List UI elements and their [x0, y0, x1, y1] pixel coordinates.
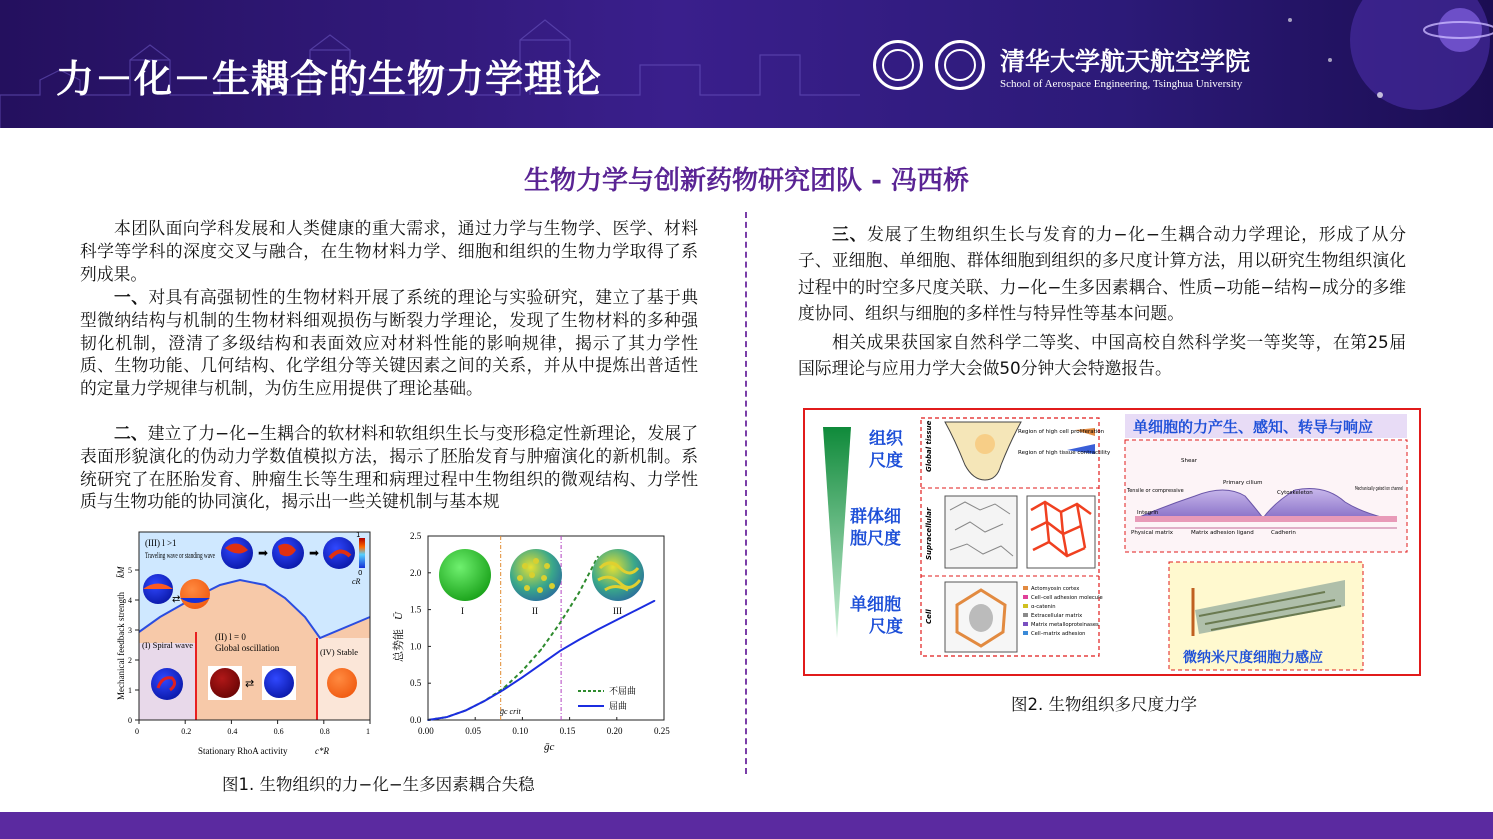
energy-x-tick-label: 0.00	[418, 726, 434, 736]
row-global: Global tissue	[925, 420, 933, 472]
matrix-layer	[1135, 516, 1397, 522]
region-three-desc: Traveling wave or standing wave	[145, 550, 216, 560]
figure-one-caption: 图1. 生物组织的力−化−生多因素耦合失稳	[222, 775, 535, 794]
cell-legend-item: Cell–matrix adhesion	[1031, 631, 1086, 637]
paragraph-one	[80, 286, 698, 400]
footer-bar	[0, 812, 1493, 839]
phase-y-tick-label: 0	[128, 716, 132, 725]
energy-y-label: 总势能	[392, 629, 405, 662]
phase-x-tick-label: 0	[135, 727, 139, 736]
cell-label-cytoskeleton: Cytoskeleton	[1277, 490, 1313, 496]
school-logo-icon	[935, 40, 985, 90]
paragraph-one-text: 对具有高强韧性的生物材料开展了系统的理论与实验研究，建立了基于典型微纳结构与机制的生物材料细观损伤与断裂力学理论，发现了生物材料的多种强韧化机制，澄清了多级结构和表面效应对材料性能的影响规律，揭示了其力学性质、生物功能、几何结构、化学组分等关键因素之间的关系，并从中提炼出普适性的定量力学规律与机制，为仿生应用提供了理论基础。	[80, 287, 698, 399]
sphere-smooth	[439, 549, 491, 601]
phase-x-tick-label: 0.8	[319, 727, 330, 736]
sphere-spiral	[151, 668, 183, 700]
sphere-oscillation-blue	[264, 668, 294, 698]
panel-title: 单细胞的力产生、感知、转导与响应	[1133, 418, 1374, 436]
phase-diagram	[116, 531, 370, 756]
phase-y-tick-label: 3	[128, 626, 132, 635]
energy-x-tick-label: 0.05	[465, 726, 481, 736]
colorbar-bottom: 0	[358, 569, 363, 577]
paragraph-two-lead: 二、	[114, 423, 148, 443]
row-supra: Supracellular	[925, 507, 933, 560]
paragraph-three-text: 发展了生物组织生长与发育的力−化−生耦合动力学理论，形成了从分子、亚细胞、单细胞、群体细胞到组织的多尺度计算方法，用以研究生物组织演化过程中的时空多尺度关联、力−化−生多因素耦合、性质−功能−结构−成分的多维度协同、组织与细胞的多样性与特异性等基本问题。	[798, 224, 1406, 323]
series-point	[635, 610, 637, 612]
energy-x-symbol: ḡc	[544, 741, 555, 753]
paragraph-three-lead: 三、	[832, 224, 868, 244]
cell-legend-item: Matrix metalloproteinases	[1031, 622, 1099, 628]
intro-text: 本团队面向学科发展和人类健康的重大需求，通过力学与生物学、医学、材料科学等学科的深度交叉与融合，在生物材料力学、细胞和组织的生物力学取得了系列成果。	[80, 218, 698, 284]
sphere-stable	[327, 668, 357, 698]
legend-buckled: 屈曲	[609, 702, 628, 712]
scale-tissue-line1: 组织	[869, 429, 903, 449]
phase-y-symbol: k̄M	[116, 566, 126, 578]
team-title: 生物力学与创新药物研究团队 - 冯西桥	[524, 166, 969, 196]
svg-text:⇄: ⇄	[245, 677, 255, 690]
page-title: 力－化－生耦合的生物力学理论	[56, 57, 603, 101]
header-banner	[0, 0, 1493, 128]
series-point	[559, 650, 561, 652]
cell-legend-item: Actomyosin cortex	[1031, 586, 1080, 592]
paragraph-two-text: 建立了力−化−生耦合的软材料和软组织生长与变形稳定性新理论，发展了表面形貌演化的伪动力学数值模拟方法，揭示了胚胎发育与肿瘤演化的新机制。系统研究了在胚胎发育、肿瘤生长等生理和病理过程中生物组织的微观结构、力学性质与生物功能的协同演化，揭示出一些关键机制与基本规	[80, 423, 698, 512]
series-point	[559, 622, 561, 624]
paragraph-two-clip	[80, 422, 698, 530]
region-two-label: (II) l = 0	[215, 632, 246, 642]
phase-x-ticks	[135, 720, 370, 736]
cell-label-integrin: Integrin	[1137, 510, 1159, 516]
region-two-desc: Global oscillation	[215, 643, 280, 653]
cell-legend-swatch	[1023, 631, 1028, 635]
cell-label-cilium: Primary cilium	[1223, 480, 1263, 486]
sphere-labyrinth	[592, 549, 644, 601]
intro-paragraph	[80, 217, 698, 285]
phase-y-tick-label: 5	[128, 566, 132, 575]
phase-x-tick-label: 0.2	[181, 727, 192, 736]
critical-label: ḡc crit	[500, 707, 521, 716]
series-point	[540, 649, 542, 651]
series-point	[503, 689, 505, 691]
inset-title: 微纳米尺度细胞力感应	[1183, 650, 1323, 666]
region-four-label: (IV) Stable	[320, 647, 359, 657]
scale-group-line2: 胞尺度	[850, 529, 901, 549]
svg-text:➡: ➡	[309, 546, 320, 560]
figure-two	[803, 408, 1421, 676]
series-point	[465, 710, 467, 712]
phase-y-tick-label: 2	[128, 656, 132, 665]
phase-x-symbol: c*R	[315, 746, 329, 756]
energy-y-tick-label: 1.5	[410, 604, 422, 615]
university-seal-icon	[873, 40, 923, 90]
figure-two-caption: 图2. 生物组织多尺度力学	[1011, 695, 1197, 714]
school-name-cn: 清华大学航天航空学院	[1000, 47, 1251, 76]
cell-label-tensile: Tensile or compressive	[1127, 488, 1184, 494]
cell-label-shear: Shear	[1181, 458, 1197, 464]
legend-high-contract: Region of high tissue contractility	[1018, 450, 1111, 456]
sphere-label-3: III	[613, 606, 622, 616]
cell-legend-swatch	[1023, 622, 1028, 626]
cell-legend-item: Cell–cell adhesion molecule	[1031, 595, 1103, 601]
legend-unbuckled: 不屈曲	[609, 687, 637, 697]
column-divider	[745, 212, 747, 774]
energy-x-tick-label: 0.10	[512, 726, 529, 736]
cell-legend-swatch	[1023, 613, 1028, 617]
scale-single-line1: 单细胞	[850, 595, 901, 615]
svg-text:⇄: ⇄	[172, 594, 181, 605]
sphere-label-2: II	[532, 606, 538, 616]
cell-legend-swatch	[1023, 595, 1028, 599]
energy-x-tick-label: 0.15	[559, 726, 576, 736]
phase-y-tick-label: 4	[128, 596, 132, 605]
phase-x-tick-label: 1	[366, 727, 370, 736]
energy-y-tick-label: 0.0	[410, 715, 422, 725]
school-name-en: School of Aerospace Engineering, Tsinghua University	[1000, 78, 1243, 90]
cell-label-ligand: Matrix adhesion ligand	[1191, 530, 1254, 536]
cell-label-matrix: Physical matrix	[1131, 530, 1174, 536]
series-point	[540, 663, 542, 665]
energy-y-tick-label: 1.0	[410, 641, 422, 652]
scale-single-line2: 尺度	[869, 617, 903, 637]
energy-y-tick-label: 2.0	[410, 567, 422, 578]
phase-y-label: Mechanical feedback strength	[116, 592, 126, 700]
series-point	[597, 556, 599, 558]
colorbar-top: 1	[356, 531, 361, 539]
phase-y-tick-label: 1	[128, 686, 132, 695]
row-cell: Cell	[925, 609, 933, 624]
figure-two-graphic	[805, 410, 1419, 674]
sphere-dimpled	[510, 549, 562, 601]
sphere-label-1: I	[461, 606, 464, 616]
series-point	[484, 700, 486, 702]
paragraph-one-lead: 一、	[114, 287, 149, 307]
sphere-standing-2	[180, 579, 210, 609]
series-point	[597, 629, 599, 631]
phase-x-tick-label: 0.6	[273, 727, 284, 736]
series-point	[578, 639, 580, 641]
cell-legend-item: Extracellular matrix	[1031, 613, 1083, 619]
colorbar-label: cR	[352, 577, 361, 586]
paragraph-four	[798, 329, 1406, 382]
cell-legend-swatch	[1023, 586, 1028, 590]
figure-one	[116, 528, 694, 768]
energy-x-tick-label: 0.25	[654, 726, 670, 736]
scale-group-line1: 群体细	[850, 507, 901, 527]
series-point	[616, 619, 618, 621]
scale-gradient-wedge	[823, 427, 851, 638]
phase-x-tick-label: 0.4	[227, 727, 238, 736]
energy-y-tick-label: 2.5	[410, 531, 422, 541]
paragraph-four-text: 相关成果获国家自然科学二等奖、中国高校自然科学奖一等奖等，在第25届国际理论与应用力学大会做50分钟大会特邀报告。	[798, 332, 1406, 379]
series-point	[654, 600, 656, 602]
series-point	[522, 670, 524, 672]
svg-text:➡: ➡	[258, 546, 269, 560]
energy-chart	[391, 531, 670, 753]
phase-x-label: Stationary RhoA activity	[198, 746, 288, 756]
paragraph-two	[80, 422, 698, 513]
cell-label-ion-channel: Mechanically gated ion channel	[1355, 486, 1403, 492]
sphere-oscillation-red	[210, 668, 240, 698]
legend-high-prolif: Region of high cell proliferation	[1018, 429, 1105, 435]
cell-legend	[1023, 586, 1103, 637]
region-three-label: (III) l >1	[145, 538, 177, 548]
energy-y-symbol: Ū	[393, 612, 405, 620]
region-one-label: (I) Spiral wave	[142, 640, 193, 650]
series-point	[522, 677, 524, 679]
energy-y-tick-label: 0.5	[410, 678, 422, 689]
colorbar	[359, 538, 365, 568]
cell-legend-item: α-catenin	[1031, 604, 1056, 610]
series-point	[578, 592, 580, 594]
paragraph-three	[798, 221, 1406, 326]
scale-tissue-line2: 尺度	[869, 451, 903, 471]
cell-legend-swatch	[1023, 604, 1028, 608]
energy-x-tick-label: 0.20	[606, 726, 623, 736]
cell-label-cadherin: Cadherin	[1271, 530, 1296, 536]
series-point	[446, 716, 448, 718]
phase-y-ticks	[128, 566, 139, 725]
